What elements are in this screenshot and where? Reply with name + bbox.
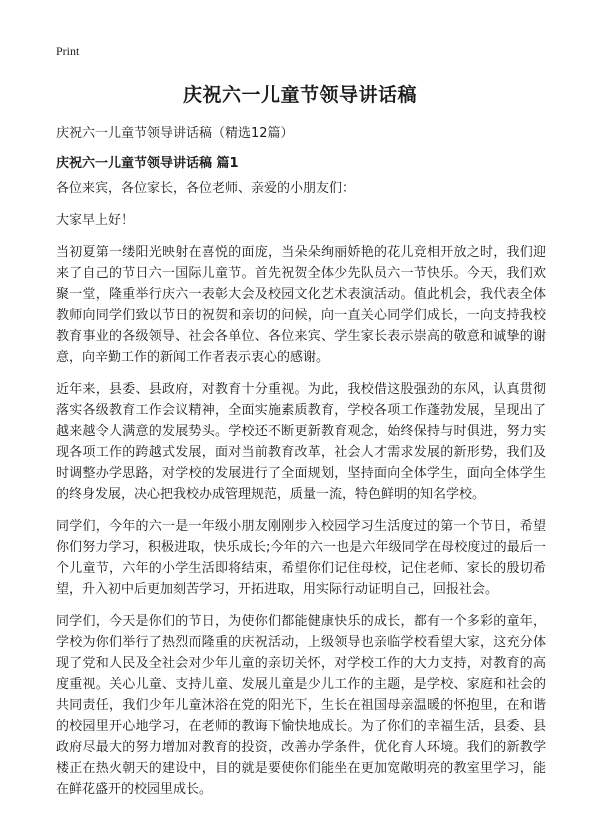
paragraph-morning: 大家早上好！ (56, 213, 135, 228)
paragraph-greeting: 各位来宾，各位家长，各位老师、亲爱的小朋友们： (56, 181, 356, 196)
speech-body (56, 178, 546, 811)
paragraph-opening: 当初夏第一缕阳光映射在喜悦的面庞，当朵朵绚丽娇艳的花儿竞相开放之时，我们迎来了自己的节日六一国际儿童节。首先祝贺全体少先队员六一节快乐。今天，我们欢聚一堂，隆重举行庆六一表彰大会及校园文化艺术表演活动。值此机会，我代表全体教师向同学们致以节日的祝贺和亲切的问候，向一直关心同学们成长，一向支持我校教育事业的各级领导、社会各单位、各位来宾、学生家长表示崇高的敬意和诚挚的谢意，向辛勤工作的新闻工作者表示衷心的感谢。 (56, 245, 546, 365)
paragraph-school-development: 近年来，县委、县政府，对教育十分重视。为此，我校借这股强劲的东风，认真贯彻落实各级教育工作会议精神，全面实施素质教育，学校各项工作蓬勃发展，呈现出了越来越令人满意的发展势头。学校还不断更新教育观念，始终保持与时俱进，努力实现各项工作的跨越式发展，面对当前教育改革，社会人才需求发展的新形势，我们及时调整办学思路，对学校的发展进行了全面规划，坚持面向全体学生，面向全体学生的终身发展，决心把我校办成管理规范，质量一流，特色鲜明的知名学校。 (56, 382, 546, 502)
print-link[interactable]: Print (56, 44, 80, 58)
document-subtitle: 庆祝六一儿童节领导讲话稿（精选12篇） (56, 126, 294, 141)
paragraph-students-wishes: 同学们，今年的六一是一年级小朋友刚刚步入校园学习生活度过的第一个节日，希望你们努力学习，积极进取，快乐成长;今年的六一也是六年级同学在母校度过的最后一个儿童节，六年的小学生活即将结束，希望你们记住母校，记住老师、家长的殷切希望，升入初中后更加刻苦学习，开拓进取，用实际行动证明自己，回报社会。 (56, 519, 546, 597)
paragraph-festival-care: 同学们，今天是你们的节日，为使你们都能健康快乐的成长，都有一个多彩的童年，学校为你们举行了热烈而隆重的庆祝活动，上级领导也亲临学校看望大家，这充分体现了党和人民及全社会对少年儿童的亲切关怀，对学校工作的大力支持，对教育的高度重视。关心儿童、支持儿童、发展儿童是少儿工作的主题，是学校、家庭和社会的共同责任，我们少年儿童沐浴在党的阳光下，生长在祖国母亲温暖的怀抱里，在和谐的校园里开心地学习，在老师的教诲下愉快地成长。为了你们的幸福生活，县委、县政府尽最大的努力增加对教育的投资，改善办学条件，优化育人环境。我们的新教学楼正在热火朝天的建设中，目的就是要使你们能坐在更加宽敞明亮的教室里学习，能在鲜花盛开的校园里成长。 (56, 614, 546, 797)
page-title: 庆祝六一儿童节领导讲话稿 (182, 84, 417, 106)
section-heading: 庆祝六一儿童节领导讲话稿 篇1 (56, 156, 239, 171)
